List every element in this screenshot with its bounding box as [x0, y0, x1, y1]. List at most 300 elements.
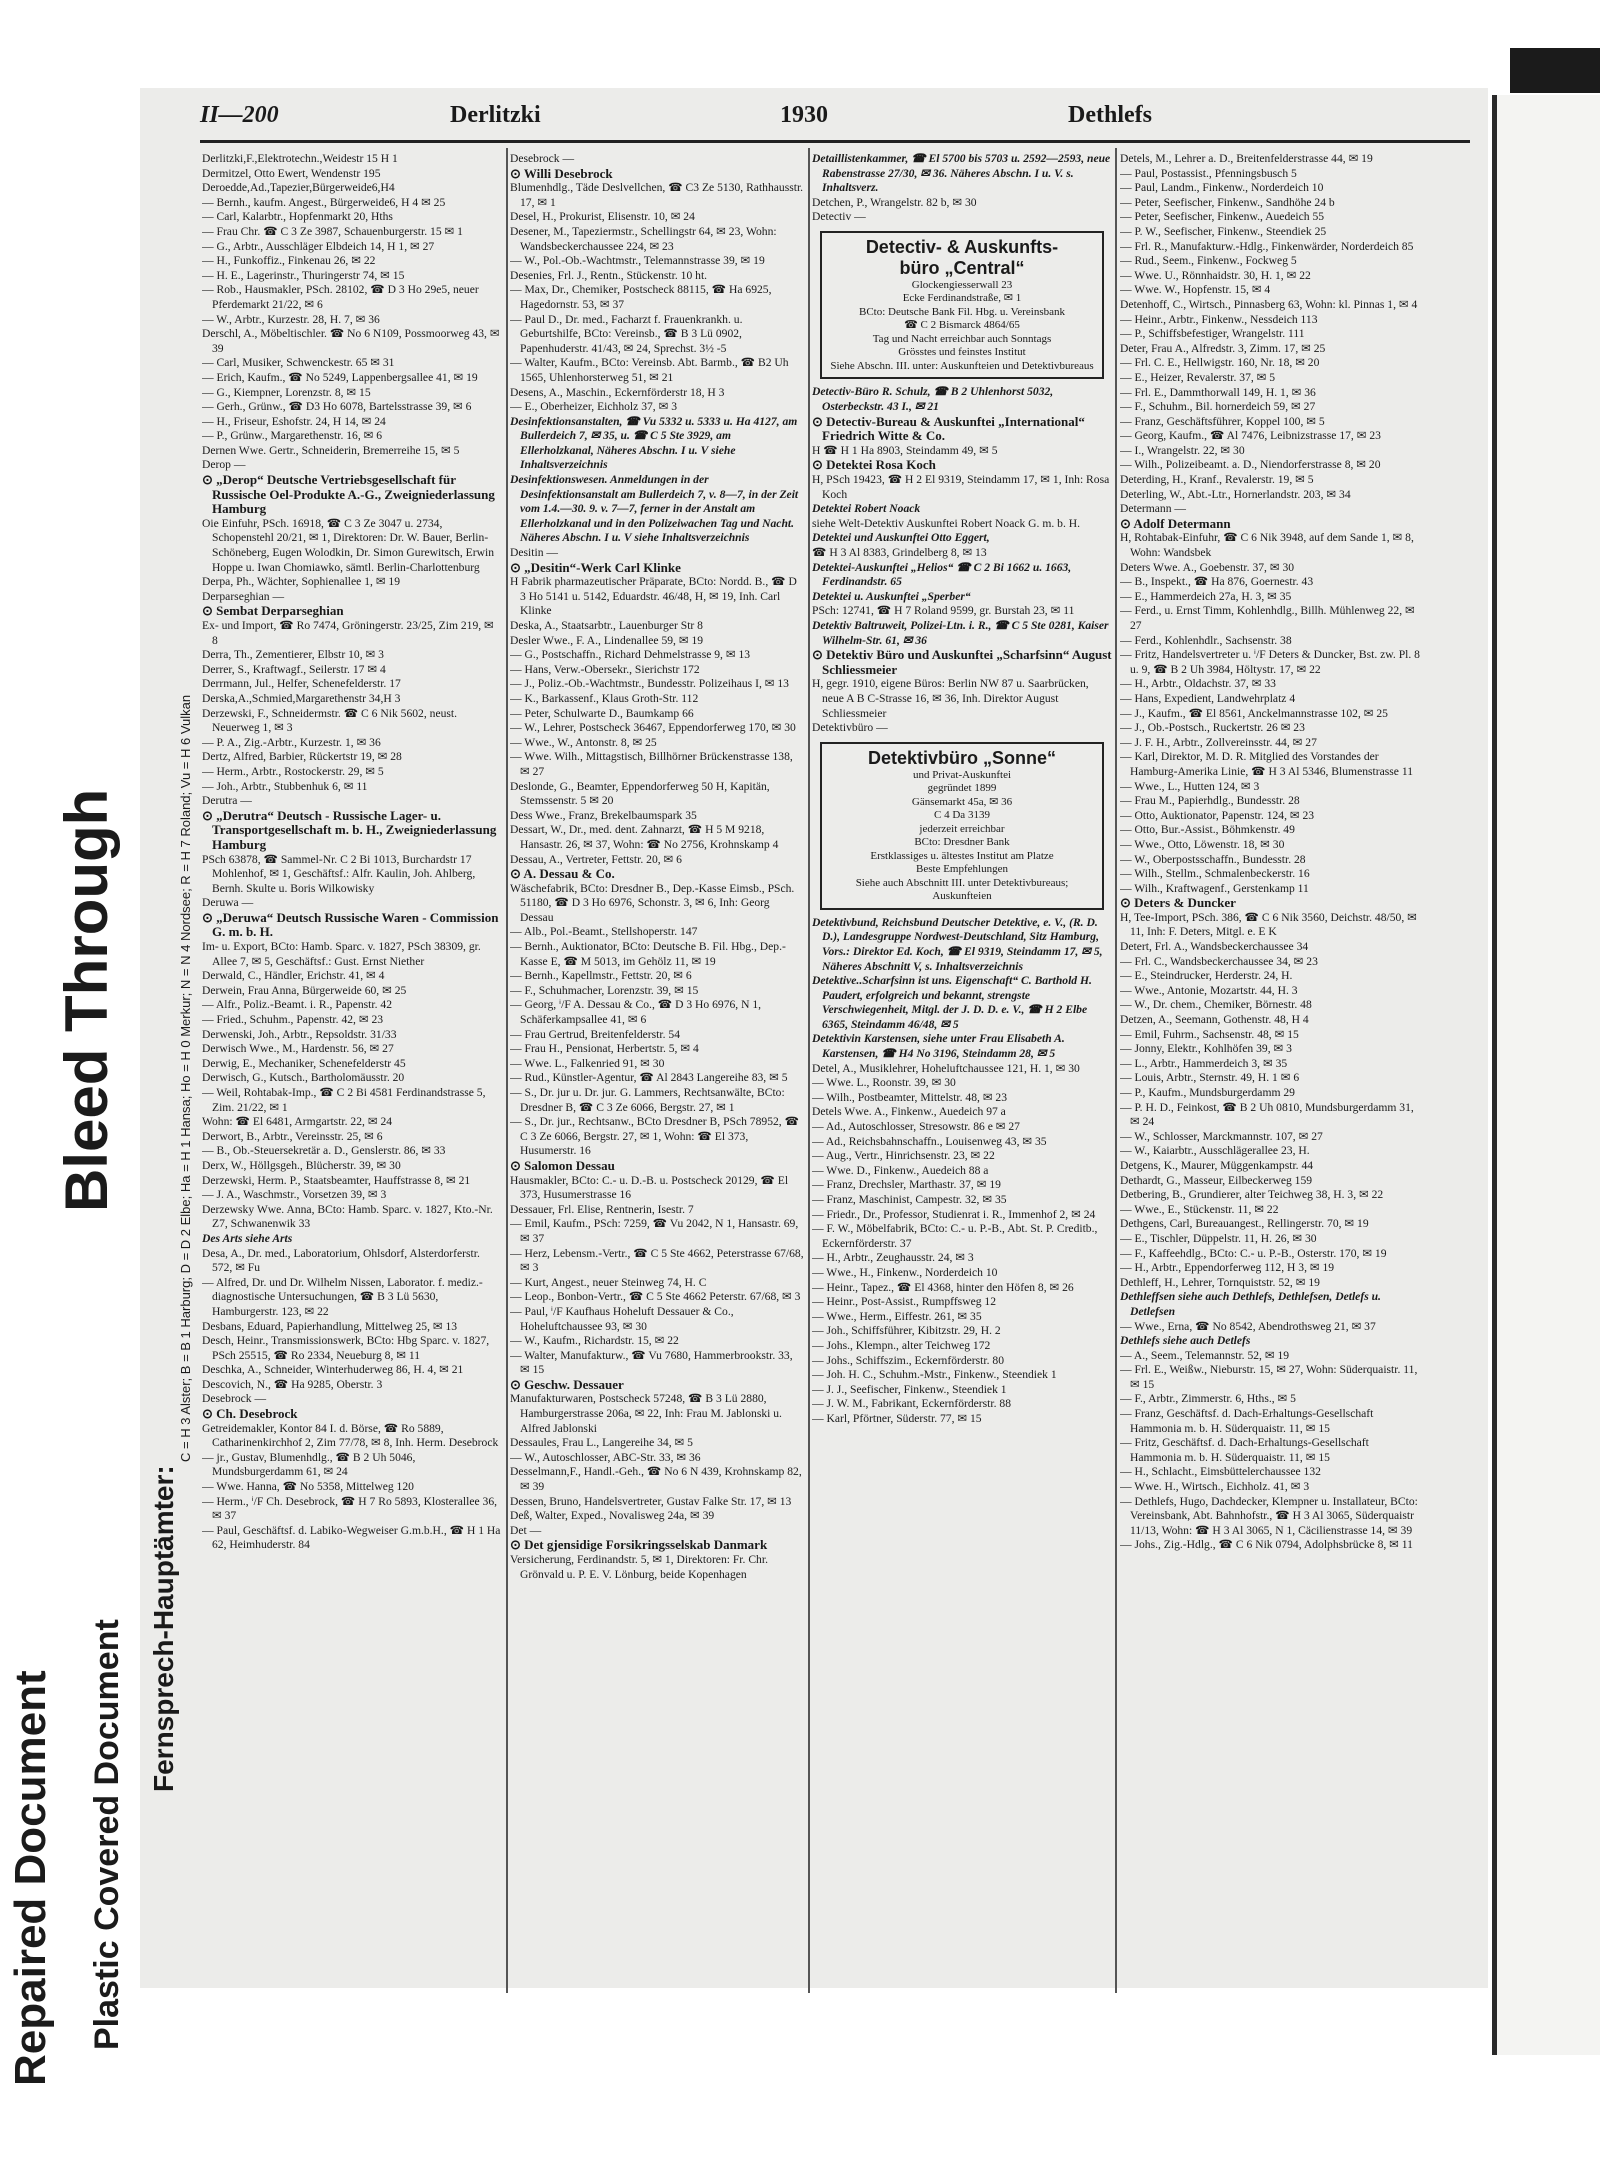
directory-entry: — Heinr., Tapez., ☎ El 4368, hinter den Höfen 8, ✉ 26	[812, 1280, 1074, 1294]
directory-entry: Derwald, C., Händler, Erichstr. 41, ✉ 4	[202, 969, 385, 983]
directory-entry: — Wwe., Erna, ☎ No 8542, Abendrothsweg 21, ✉ 37	[1120, 1319, 1376, 1333]
directory-entry: — H., Schlacht., Eimsbüttelerchaussee 132	[1120, 1465, 1321, 1479]
ad-line: und Privat-Auskunftei	[912, 768, 1012, 781]
directory-entry: Deters Wwe. A., Goebenstr. 37, ✉ 30	[1120, 560, 1295, 574]
ad-line: C 4 Da 3139	[934, 809, 990, 822]
directory-entry: — J. J., Seefischer, Finkenw., Steendiek 1	[812, 1382, 1007, 1396]
directory-entry: — Wwe. D., Finkenw., Auedeich 88 a	[812, 1163, 989, 1177]
directory-entry: — Wwe., W., Antonstr. 8, ✉ 25	[510, 735, 657, 749]
directory-entry: H, gegr. 1910, eigene Büros: Berlin NW 87 u. Saarbrücken, neue A B C-Strasse 16, ✉ 36, Inh. Direktor August Schliessmeier	[812, 677, 1089, 720]
scan-bottom-margin	[0, 2080, 1600, 2177]
directory-entry: — Johs., Klempn., alter Teichweg 172	[812, 1338, 991, 1352]
ad-line: Erstklassiges u. ältestes Institut am Platze	[870, 849, 1054, 862]
directory-entry: — Paul, Geschäftsf. d. Labiko-Wegweiser G.m.b.H., ☎ H 1 Ha 62, Heimhuderstr. 84	[202, 1523, 501, 1552]
directory-entry: — F., Arbtr., Zimmerstr. 6, Hths., ✉ 5	[1120, 1392, 1296, 1406]
directory-entry: Desa, A., Dr. med., Laboratorium, Ohlsdorf, Alsterdorferstr. 572, ✉ Fu	[202, 1246, 480, 1275]
directory-entry: ⊙ Willi Desebrock	[510, 165, 613, 181]
directory-entry: — W., Arbtr., Kurzestr. 28, H. 7, ✉ 36	[202, 312, 380, 326]
directory-entry: ⊙ Det gjensidige Forsikringsselskab Danmark	[510, 1537, 768, 1553]
directory-entry: Derwisch Wwe., M., Hardenstr. 56, ✉ 27	[202, 1042, 394, 1056]
directory-entry: — Wwe. L., Falkenried 91, ✉ 30	[510, 1056, 665, 1070]
directory-entry: — G., Kiempner, Lorenzstr. 8, ✉ 15	[202, 385, 371, 399]
directory-entry: Detenhoff, C., Wirtsch., Pinnasberg 63, Wohn: kl. Pinnas 1, ✉ 4	[1120, 297, 1418, 311]
directory-entry: — K., Barkassenf., Klaus Groth-Str. 112	[510, 691, 699, 705]
directory-entry: — P. W., Seefischer, Finkenw., Steendiek 25	[1120, 224, 1327, 238]
directory-entry: Deterding, H., Kranf., Revalerstr. 19, ✉ 5	[1120, 473, 1314, 487]
directory-entry: — Herm., Arbtr., Rostockerstr. 29, ✉ 5	[202, 764, 384, 778]
directory-entry: — Johs., Zig.-Hdlg., ☎ C 6 Nik 0794, Adolphsbrücke 8, ✉ 11	[1120, 1538, 1413, 1552]
directory-entry: — B., Ob.-Steuersekretär a. D., Genslerstr. 86, ✉ 33	[202, 1144, 446, 1158]
overlay-labels	[0, 760, 150, 2086]
directory-entry: — Rud., Seem., Finkenw., Fockweg 5	[1120, 254, 1297, 268]
directory-entry: — Rud., Künstler-Agentur, ☎ Al 2843 Langereihe 83, ✉ 5	[510, 1071, 788, 1085]
directory-entry: Des Arts siehe Arts	[202, 1231, 293, 1245]
directory-entry: — Carl, Kalarbtr., Hopfenmarkt 20, Hths	[202, 210, 393, 224]
directory-entry: — E., Heizer, Revalerstr. 37, ✉ 5	[1120, 370, 1276, 384]
directory-entry: Desinfektionswesen. Anmeldungen in der Desinfektionsanstalt am Bullerdeich 7, v. 8—7, in der Zeit vom 1.4.—30. 9. v. 7—7, ferner in der Anstalt am Ellerholzkanal und in den Polizeiwachen Tag und Nacht. Näheres Abschn. I u. V siehe Inhaltsverzeichnis	[510, 473, 799, 545]
ad-central-title-1: Detectiv- & Auskunfts-	[865, 236, 1059, 257]
directory-entry: — Gerh., Grünw., ☎ D3 Ho 6078, Bartelsstrasse 39, ✉ 6	[202, 400, 472, 414]
directory-entry: ⊙ „Deruwa“ Deutsch Russische Waren - Commission G. m. b. H.	[202, 909, 499, 940]
directory-entry: — jr., Gustav, Blumenhdlg., ☎ B 2 Uh 5046, Mundsburgerdamm 61, ✉ 24	[202, 1450, 416, 1479]
directory-entry: — Aug., Vertr., Hinrichsenstr. 23, ✉ 22	[812, 1149, 995, 1163]
directory-entry: — Kurt, Angest., neuer Steinweg 74, H. C	[510, 1275, 707, 1289]
directory-entry: Detectiv —	[812, 210, 866, 224]
directory-entry: Deslonde, G., Beamter, Eppendorferweg 50 H, Kapitän, Stemssenstr. 5 ✉ 20	[510, 779, 770, 808]
directory-entry: Wäschefabrik, BCto: Dresdner B., Dep.-Kasse Eimsb., PSch. 51180, ☎ D 3 Ho 6976, Schonstr. 3, ✉ 6, Inh: Georg Dessau	[510, 881, 795, 924]
directory-entry: — S., Dr. jur., Rechtsanw., BCto Dresdner B, PSch 78952, ☎ C 3 Ze 6066, Bergstr. 27, ✉ 1, Wohn: ☎ El 373, Husumerstr. 16	[510, 1115, 800, 1158]
directory-entry: Desitin —	[510, 546, 558, 560]
directory-entry: Getreidemakler, Kontor 84 I. d. Börse, ☎ Ro 5889, Catharinenkirchhof 2, Zim 77/78, ✉ 8, Inh. Herm. Desebrock	[202, 1421, 499, 1450]
directory-entry: — J., Kaufm., ☎ El 8561, Anckelmannstrasse 102, ✉ 25	[1120, 706, 1388, 720]
directory-entry: Derutra —	[202, 794, 252, 808]
directory-entry: — H., Arbtr., Eppendorferweg 112, H 3, ✉ 19	[1120, 1261, 1335, 1275]
directory-entry: Derx, W., Höllgsgeh., Blücherstr. 39, ✉ 30	[202, 1158, 401, 1172]
directory-entry: Dethgens, Carl, Bureauangest., Rellingerstr. 70, ✉ 19	[1120, 1217, 1369, 1231]
directory-entry: Derrmann, Jul., Helfer, Schenefelderstr. 17	[202, 677, 401, 691]
directory-entry: Derska,A.,Schmied,Margarethenstr 34,H 3	[202, 691, 401, 705]
directory-entry: — Wilh., Stellm., Schmalenbeckerstr. 16	[1120, 867, 1310, 881]
directory-entry: ⊙ Adolf Determann	[1120, 515, 1231, 531]
ad-line: gegründet 1899	[927, 782, 997, 795]
directory-entry: H Fabrik pharmazeutischer Präparate, BCto: Nordd. B., ☎ D 3 Ho 5141 u. 5142, Eduardstr. 46/48, H, ✉ 19, Inh. Carl Klinke	[510, 575, 797, 618]
ad-line: Siehe auch Abschnitt III. unter Detektivbureaus; Auskunfteien	[855, 876, 1069, 903]
directory-entry: — F., Kaffeehdlg., BCto: C.- u. P.-B., Osterstr. 170, ✉ 19	[1120, 1246, 1387, 1260]
directory-entry: Deruwa —	[202, 896, 254, 910]
directory-entry: — Wwe., L., Hutten 124, ✉ 3	[1120, 779, 1260, 793]
directory-entry: — Ferd., Kohlenhdlr., Sachsenstr. 38	[1120, 633, 1292, 647]
directory-entry: Desebrock —	[202, 1392, 267, 1406]
scan-dark-corner	[1510, 48, 1600, 93]
directory-entry: ⊙ Deters & Duncker	[1120, 895, 1236, 911]
directory-entry: — Hans, Verw.-Obersekr., Sierichstr 172	[510, 662, 700, 676]
directory-entry: Desens, A., Maschin., Eckernförderstr 18, H 3	[510, 385, 725, 399]
directory-entry: PSch: 12741, ☎ H 7 Roland 9599, gr. Burstah 23, ✉ 11	[812, 604, 1075, 618]
directory-entry: Detektei Robert Noack	[812, 502, 921, 516]
ad-line: Siehe Abschn. III. unter: Auskunfteien und Detektivbureaus	[830, 359, 1094, 372]
ad-line: Gänsemarkt 45a, ✉ 36	[911, 795, 1013, 808]
directory-entry: H, PSch 19423, ☎ H 2 El 9319, Steindamm 17, ✉ 1, Inh: Rosa Koch	[812, 473, 1110, 501]
directory-entry: Detzen, A., Seemann, Gothenstr. 48, H 4	[1120, 1013, 1309, 1027]
directory-entry: Derrer, S., Kraftwagf., Seilerstr. 17 ✉ 4	[202, 662, 386, 676]
directory-entry: — Wilh., Polizeibeamt. a. D., Niendorferstrasse 8, ✉ 20	[1120, 458, 1381, 472]
ad-line: BCto: Deutsche Bank Fil. Hbg. u. Vereinsbank	[858, 305, 1066, 318]
directory-entry: — Wwe. U., Rönnhaidstr. 30, H. 1, ✉ 22	[1120, 268, 1311, 282]
directory-entry: ⊙ Detectiv-Bureau & Auskunftei „International“ Friedrich Witte & Co.	[812, 413, 1085, 444]
directory-entry: Detgens, K., Maurer, Müggenkampstr. 44	[1120, 1158, 1314, 1172]
directory-entry: — E., Hammerdeich 27a, H. 3, ✉ 35	[1120, 589, 1292, 603]
directory-entry: Desbans, Eduard, Papierhandlung, Mittelweg 25, ✉ 13	[202, 1319, 458, 1333]
directory-entry: — J. W. M., Fabrikant, Eckernförderstr. 88	[812, 1397, 1011, 1411]
directory-entry: Dessau, A., Vertreter, Fettstr. 20, ✉ 6	[510, 852, 682, 866]
directory-entry: — L., Arbtr., Hammerdeich 3, ✉ 35	[1120, 1056, 1288, 1070]
directory-entry: — Georg, Kaufm., ☎ Al 7476, Leibnizstrasse 17, ✉ 23	[1120, 429, 1381, 443]
directory-entry: — Walter, Manufakturw., ☎ Vu 7680, Hammerbrookstr. 33, ✉ 15	[510, 1348, 793, 1377]
directory-entry: ⊙ Geschw. Dessauer	[510, 1376, 624, 1392]
directory-entry: Hausmakler, BCto: C.- u. D.-B. u. Postscheck 20129, ☎ El 373, Husumerstrasse 16	[510, 1173, 789, 1202]
directory-entry: Desinfektionsanstalten, ☎ Vu 5332 u. 5333 u. Ha 4127, am Bullerdeich 7, ✉ 35, u. ☎ C 5 Ste 3929, am Ellerholzkanal, Näheres Abschn. I u. V siehe Inhaltsverzeichnis	[510, 414, 798, 472]
directory-entry: Desler Wwe., F. A., Lindenallee 59, ✉ 19	[510, 633, 704, 647]
directory-entry: — Paul, ⁱ/F Kaufhaus Hoheluft Dessauer & Co., Hoheluftchaussee 93, ✉ 30	[510, 1304, 734, 1333]
directory-entry: — Wwe. Wilh., Mittagstisch, Billhörner Brückenstrasse 138, ✉ 27	[510, 750, 793, 778]
directory-entry: — Jonny, Elektr., Kohlhöfen 39, ✉ 3	[1120, 1042, 1292, 1056]
page-number: II—200	[200, 102, 279, 128]
directory-entry: — Otto, Auktionator, Papenstr. 124, ✉ 23	[1120, 808, 1315, 822]
directory-entry: — Frl. E., Weißw., Nieburstr. 15, ✉ 27, Wohn: Süderquaistr. 11, ✉ 15	[1120, 1363, 1418, 1391]
ad-line: Beste Empfehlungen	[916, 863, 1008, 876]
directory-entry: Derwein, Frau Anna, Bürgerweide 60, ✉ 25	[202, 983, 407, 997]
directory-entry: — Wwe., E., Stückenstr. 11, ✉ 22	[1120, 1202, 1279, 1216]
directory-entry: — Franz, Drechsler, Marthastr. 37, ✉ 19	[812, 1178, 1001, 1192]
directory-entry: Im- u. Export, BCto: Hamb. Sparc. v. 1827, PSch 38309, gr. Allee 7, ✉ 5, Geschäftsf.: Gust. Ernst Niether	[202, 940, 481, 968]
directory-entry: ⊙ „Desitin“-Werk Carl Klinke	[510, 559, 681, 575]
directory-entry: — H. E., Lagerinstr., Thuringerstr 74, ✉ 15	[202, 268, 405, 282]
directory-entry: — Frau M., Papierhdlg., Bundesstr. 28	[1120, 794, 1300, 808]
directory-entry: Dethardt, G., Masseur, Eilbeckerweg 159	[1120, 1173, 1313, 1187]
scan-top-margin	[0, 0, 1600, 48]
directory-entry: — J., Poliz.-Ob.-Wachtmstr., Bundesstr. Polizeihaus I, ✉ 13	[510, 677, 789, 691]
directory-entry: — H., Arbtr., Zeughausstr. 24, ✉ 3	[812, 1251, 974, 1265]
directory-entry: Detert, Frl. A., Wandsbeckerchaussee 34	[1120, 940, 1309, 954]
directory-entry: — Bernh., Kapellmstr., Fettstr. 20, ✉ 6	[510, 969, 692, 983]
ad-sonne-title: Detektivbüro „Sonne“	[867, 747, 1057, 768]
directory-entry: — W., Kaufm., Richardstr. 15, ✉ 22	[510, 1334, 679, 1348]
directory-entry: — Johs., Schiffszim., Eckernförderstr. 80	[812, 1353, 1005, 1367]
directory-entry: — E., Steindrucker, Herderstr. 24, H.	[1120, 969, 1293, 983]
directory-entry: — Alb., Pol.-Beamt., Stellshoperstr. 147	[510, 925, 698, 939]
fernsprech-codes: C = H 3 Alster; B = B 1 Harburg; D = D 2 Elbe; Ha = H 1 Hansa; Ho = H 0 Merkur; N = N 4 Nordsee; R = H 7 Roland; Vu = H 6 Vulkan	[178, 694, 193, 1462]
directory-entry: Desel, H., Prokurist, Elisenstr. 10, ✉ 24	[510, 210, 695, 224]
directory-entry: — Erich, Kaufm., ☎ No 5249, Lappenbergsallee 41, ✉ 19	[202, 370, 478, 384]
directory-entry: Derra, Th., Zementierer, Elbstr 10, ✉ 3	[202, 648, 384, 662]
directory-entry: Manufakturwaren, Postscheck 57248, ☎ B 3 Lü 2880, Hamburgerstrasse 206a, ✉ 22, Inh: Frau M. Jablonski u. Alfred Jablonski	[510, 1392, 782, 1435]
directory-entry: — Frau Chr. ☎ C 3 Ze 3987, Schauenburgerstr. 15 ✉ 1	[202, 224, 463, 238]
page-header	[200, 102, 1480, 136]
directory-entry: Derop —	[202, 458, 246, 472]
directory-entry: Detektei-Auskunftei „Helios“ ☎ C 2 Bi 1662 u. 1663, Ferdinandstr. 65	[812, 560, 1072, 589]
ad-line: Ecke Ferdinandstraße, ✉ 1	[902, 292, 1022, 305]
directory-entry: — Heinr., Arbtr., Finkenw., Nessdeich 113	[1120, 312, 1318, 326]
column-4	[1120, 152, 1420, 1992]
directory-entry: Desebrock —	[510, 152, 575, 165]
ad-line: Glockengiesserwall 23	[911, 278, 1013, 291]
directory-entry: Deschka, A., Schneider, Winterhuderweg 86, H. 4, ✉ 21	[202, 1363, 464, 1377]
directory-entry: — Karl, Pförtner, Süderstr. 77, ✉ 15	[812, 1411, 982, 1425]
directory-entry: Detchen, P., Wrangelstr. 82 b, ✉ 30	[812, 195, 977, 209]
directory-entry: Derwig, E., Mechaniker, Schenefelderstr 45	[202, 1056, 406, 1070]
directory-entry: ⊙ A. Dessau & Co.	[510, 866, 615, 882]
directory-entry: ⊙ Detektiv Büro und Auskunftei „Scharfsinn“ August Schliessmeier	[812, 647, 1112, 677]
directory-entry: Det —	[510, 1523, 542, 1537]
directory-entry: Derzewsky Wwe. Anna, BCto: Hamb. Sparc. v. 1827, Kto.-Nr. Z7, Schwanenwik 33	[202, 1202, 493, 1231]
directory-entry: Detels, M., Lehrer a. D., Breitenfelderstrasse 44, ✉ 19	[1120, 152, 1373, 165]
directory-entry: — F., Schuhmacher, Lorenzstr. 39, ✉ 15	[510, 983, 699, 997]
directory-entry: Versicherung, Ferdinandstr. 5, ✉ 1, Direktoren: Fr. Chr. Grönvald u. P. E. V. Lönburg, beide Kopenhagen	[510, 1553, 768, 1581]
directory-entry: Deß, Walter, Exped., Novalisweg 24a, ✉ 39	[510, 1509, 715, 1523]
directory-entry: — Fried., Schuhm., Papenstr. 42, ✉ 23	[202, 1013, 384, 1027]
directory-entry: ⊙ Ch. Desebrock	[202, 1406, 298, 1422]
directory-entry: — Peter, Seefischer, Finkenw., Sandhöhe 24 b	[1120, 195, 1335, 209]
ad-line: jederzeit erreichbar	[919, 822, 1005, 835]
header-year: 1930	[780, 102, 828, 128]
directory-entry: Dethleff, H., Lehrer, Tornquiststr. 52, ✉ 19	[1120, 1275, 1320, 1289]
directory-entry: Derwort, B., Arbtr., Vereinsstr. 25, ✉ 6	[202, 1129, 383, 1143]
directory-entry: — Bernh., Auktionator, BCto: Deutsche B. Fil. Hbg., Dep.-Kasse E, ☎ M 5013, im Gehölz 11, ✉ 19	[510, 940, 786, 968]
directory-entry: — Wilh., Kraftwagenf., Gerstenkamp 11	[1120, 881, 1309, 895]
directory-entry: — Fritz, Handelsvertreter u. ⁱ/F Deters & Duncker, Bst. zw. Pl. 8 u. 9, ☎ B 2 Uh 3984, Höltystr. 17, ✉ 22	[1120, 648, 1420, 676]
directory-entry: Detektiv Baltruweit, Polizei-Ltn. i. R., ☎ C 5 Ste 0281, Kaiser Wilhelm-Str. 61, ✉ 36	[812, 618, 1109, 647]
next-page-edge	[1492, 95, 1600, 2055]
directory-entry: Oie Einfuhr, PSch. 16918, ☎ C 3 Ze 3047 u. 2734, Schopenstehl 20/21, ✉ 1, Direktoren: Dr. W. Bauer, Berlin-Schöneberg, Eugen Wolodkin, Dr. Simon Gurewitsch, Erwin Hoppe u. Iwan Chomiawko, sämtl. Berlin-Charlottenburg	[202, 516, 495, 574]
directory-entry: — Wilh., Postbeamter, Mittelstr. 48, ✉ 23	[812, 1090, 1008, 1104]
directory-entry: H, Rohtabak-Einfuhr, ☎ C 6 Nik 3948, auf dem Sande 1, ✉ 8, Wohn: Wandsbek	[1120, 531, 1414, 560]
directory-entry: — H., Arbtr., Oldachstr. 37, ✉ 33	[1120, 677, 1276, 691]
directory-entry: — Alfr., Poliz.-Beamt. i. R., Papenstr. 42	[202, 998, 392, 1012]
directory-entry: — Paul, Landm., Finkenw., Norderdeich 10	[1120, 181, 1324, 195]
directory-entry: — Hans, Expedient, Landwehrplatz 4	[1120, 691, 1296, 705]
directory-entry: — Ad., Reichsbahnschaffn., Louisenweg 43, ✉ 35	[812, 1134, 1047, 1148]
directory-entry: H, Tee-Import, PSch. 386, ☎ C 6 Nik 3560, Deichstr. 48/50, ✉ 11, Inh: F. Deters, Mitgl. e. E K	[1120, 910, 1417, 939]
directory-entry: — Paul, Postassist., Pfenningsbusch 5	[1120, 166, 1297, 180]
directory-entry: — J. A., Waschmstr., Vorsetzen 39, ✉ 3	[202, 1188, 387, 1202]
directory-entry: Dertz, Alfred, Barbier, Rückertstr 19, ✉ 28	[202, 750, 402, 764]
directory-entry: Ex- und Import, ☎ Ro 7474, Gröningerstr. 23/25, Zim 219, ✉ 8	[202, 619, 494, 647]
directory-entry: — J. F. H., Arbtr., Zollvereinsstr. 44, ✉ 27	[1120, 735, 1317, 749]
directory-entry: — G., Arbtr., Ausschläger Elbdeich 14, H 1, ✉ 27	[202, 239, 435, 253]
directory-entry: — J., Ob.-Postsch., Ruckertstr. 26 ✉ 23	[1120, 721, 1305, 735]
directory-entry: Detectiv-Büro R. Schulz, ☎ B 2 Uhlenhorst 5032, Osterbeckstr. 43 I., ✉ 21	[812, 385, 1054, 414]
directory-entry: — Frau Gertrud, Breitenfelderstr. 54	[510, 1027, 680, 1041]
directory-entry: ⊙ Detektei Rosa Koch	[812, 457, 936, 473]
fernsprech-title: Fernsprech-Hauptämter:	[148, 1465, 179, 1792]
directory-entry: Detektei u. Auskunftei „Sperber“	[812, 589, 971, 603]
directory-entry: Detektivbüro —	[812, 721, 888, 735]
ad-line: Tag und Nacht erreichbar auch Sonntags	[872, 332, 1052, 345]
directory-entry: — Emil, Fuhrm., Sachsenstr. 48, ✉ 15	[1120, 1027, 1299, 1041]
directory-entry: Detektive..Scharfsinn ist uns. Eigenschaft“ C. Barthold H. Paudert, erfolgreich und bekannt, strengste Verschwiegenheit, Mitgl. der J. D. D. e. V., ☎ H 2 Elbe 6365, Steindamm 46/48, ✉ 5	[812, 974, 1092, 1031]
ad-line: Grösstes und feinstes Institut	[898, 346, 1026, 359]
directory-entry: — Bernh., kaufm. Angest., Bürgerweide6, H 4 ✉ 25	[202, 195, 446, 209]
directory-entry: Dessen, Bruno, Handelsvertreter, Gustav Falke Str. 17, ✉ 13	[510, 1494, 792, 1508]
directory-entry: Desselmann,F., Handl.-Geh., ☎ No 6 N 439, Krohnskamp 82, ✉ 39	[510, 1465, 802, 1494]
repaired-document-label: Repaired Document	[6, 1670, 55, 2086]
directory-entry: Detektivin Karstensen, siehe unter Frau Elisabeth A. Karstensen, ☎ H4 No 3196, Steindamm 28, ✉ 5	[812, 1032, 1065, 1061]
directory-entry: — P., Schiffsbefestiger, Wrangelstr. 111	[1120, 327, 1305, 341]
directory-entry: — P. A., Zig.-Arbtr., Kurzestr. 1, ✉ 36	[202, 735, 381, 749]
directory-entry: Dessart, W., Dr., med. dent. Zahnarzt, ☎ H 5 M 9218, Hansastr. 26, ✉ 37, Wohn: ☎ No 2756, Krohnskamp 4	[510, 823, 779, 851]
fernsprech-margin	[148, 462, 193, 1792]
directory-entry: — Frl. C., Wandsbeckerchaussee 34, ✉ 23	[1120, 954, 1318, 968]
directory-entry: — Rob., Hausmakler, PSch. 28102, ☎ D 3 Ho 29e5, neuer Pferdemarkt 21/22, ✉ 6	[202, 283, 479, 311]
directory-entry: — W., Autoschlosser, ABC-Str. 33, ✉ 36	[510, 1450, 701, 1464]
column-divider	[1115, 148, 1117, 1993]
directory-entry: — Joh., Schiffsführer, Kibitzstr. 29, H. 2	[812, 1324, 1001, 1338]
directory-entry: Desenies, Frl. J., Rentn., Stückenstr. 10 ht.	[510, 268, 708, 282]
directory-entry: — Frl. C. E., Hellwigstr. 160, Nr. 18, ✉ 20	[1120, 356, 1320, 370]
directory-entry: ⊙ Salomon Dessau	[510, 1157, 615, 1173]
directory-entry: — Peter, Seefischer, Finkenw., Auedeich 55	[1120, 210, 1325, 224]
header-rule	[200, 140, 1470, 143]
directory-entry: — Weil, Rohtabak-Imp., ☎ C 2 Bi 4581 Ferdinandstrasse 5, Zim. 21/22, ✉ 1	[202, 1086, 486, 1114]
directory-entry: Derwenski, Joh., Arbtr., Repsoldstr. 31/33	[202, 1027, 397, 1041]
directory-entry: — E., Oberheizer, Eichholz 37, ✉ 3	[510, 400, 677, 414]
directory-entry: — Herz, Lebensm.-Vertr., ☎ C 5 Ste 4662, Peterstrasse 67/68, ✉ 3	[510, 1246, 804, 1275]
column-divider	[808, 148, 810, 1993]
directory-entry: — Wwe., Otto, Löwenstr. 18, ✉ 30	[1120, 837, 1285, 851]
directory-entry: siehe Welt-Detektiv Auskunftei Robert Noack G. m. b. H.	[812, 516, 1081, 530]
directory-entry: Derlitzki,F.,Elektrotechn.,Weidestr 15 H 1	[202, 152, 398, 165]
directory-entry: — Emil, Kaufm., PSch: 7259, ☎ Vu 2042, N 1, Hansastr. 69, ✉ 37	[510, 1217, 799, 1245]
directory-entry: Dessaules, Frau L., Langereihe 34, ✉ 5	[510, 1436, 693, 1450]
directory-entry: Derwisch, G., Kutsch., Bartholomäusstr. 20	[202, 1071, 405, 1085]
directory-entry: ☎ H 3 Al 8383, Grindelberg 8, ✉ 13	[812, 546, 987, 559]
column-1	[202, 152, 502, 1992]
directory-entry: — I., Wrangelstr. 22, ✉ 30	[1120, 443, 1245, 457]
directory-entry: — Heinr., Post-Assist., Rumpffsweg 12	[812, 1295, 997, 1309]
directory-entry: — Dethlefs, Hugo, Dachdecker, Klempner u. Installateur, BCto: Vereinsbank, Abt. Bahnhofstr., ☎ H 3 Al 3065, Süderquaistr 11/13, Wohn: ☎ H 3 Al 3065, N 1, Cäcilienstrasse 14, ✉ 39	[1120, 1494, 1418, 1537]
plastic-covered-label: Plastic Covered Document	[88, 1619, 126, 2050]
directory-entry: — Ad., Autoschlosser, Stresowstr. 86 e ✉ 27	[812, 1120, 1020, 1134]
directory-entry: ⊙ „Derop“ Deutsche Vertriebsgesellschaft für Russische Oel-Produkte A.-G., Zweigniederlassung Hamburg	[202, 472, 495, 517]
directory-entry: — Leop., Bonbon-Vertr., ☎ C 5 Ste 4662 Peterstr. 67/68, ✉ 3	[510, 1290, 801, 1304]
directory-entry: — A., Seem., Telemannstr. 52, ✉ 19	[1120, 1348, 1290, 1362]
header-right-name: Dethlefs	[1068, 102, 1152, 128]
directory-entry: — F., Schuhm., Bil. hornerdeich 59, ✉ 27	[1120, 400, 1316, 414]
directory-entry: — S., Dr. jur u. Dr. jur. G. Lammers, Rechtsanwälte, BCto: Dresdner B, ☎ C 3 Ze 6066, Bergstr. 27, ✉ 1	[510, 1086, 785, 1114]
directory-entry: Dessauer, Frl. Elise, Rentnerin, Isestr. 7	[510, 1202, 694, 1216]
column-3	[812, 152, 1112, 1992]
directory-entry: — Frl. E., Dammthorwall 149, H. 1, ✉ 36	[1120, 385, 1316, 399]
directory-entry: — Friedr., Dr., Professor, Studienrat i. R., Immenhof 2, ✉ 24	[812, 1207, 1096, 1221]
directory-entry: — Joh. H. C., Schuhm.-Mstr., Finkenw., Steendiek 1	[812, 1368, 1057, 1382]
directory-entry: — Wwe., Herm., Eiffestr. 261, ✉ 35	[812, 1309, 982, 1323]
directory-entry: — Wwe., Antonie, Mozartstr. 44, H. 3	[1120, 983, 1298, 997]
directory-entry: Descovich, N., ☎ Ha 9285, Oberstr. 3	[202, 1377, 383, 1391]
directory-entry: — Paul D., Dr. med., Facharzt f. Frauenkrankh. u. Geburtshilfe, BCto: Vereinsb., ☎ B 3 Lü 0902, Papenhuderstr. 41/43, ✉ 24, Sprechst. 3½ -5	[510, 312, 743, 355]
directory-entry: — Wwe. Hanna, ☎ No 5358, Mittelweg 120	[202, 1480, 414, 1494]
directory-entry: Derzewski, Herm. P., Staatsbeamter, Hauffstrasse 8, ✉ 21	[202, 1173, 471, 1187]
directory-entry: — W., Lehrer, Postscheck 36467, Eppendorferweg 170, ✉ 30	[510, 721, 796, 735]
directory-entry: Detaillistenkammer, ☎ El 5700 bis 5703 u. 2592—2593, neue Rabenstrasse 27/30, ✉ 36. Näheres Abschn. I u. V. s. Inhaltsverz.	[812, 152, 1111, 195]
directory-entry: — W., Oberpostsschaffn., Bundesstr. 28	[1120, 852, 1306, 866]
directory-entry: Derpa, Ph., Wächter, Sophienallee 1, ✉ 19	[202, 575, 401, 589]
directory-entry: — H., Funkoffiz., Finkenau 26, ✉ 22	[202, 254, 376, 268]
directory-entry: — Joh., Arbtr., Stubbenhuk 6, ✉ 11	[202, 779, 368, 793]
directory-entry: Deter, Frau A., Alfredstr. 3, Zimm. 17, ✉ 25	[1120, 341, 1326, 355]
directory-entry: — W., Pol.-Ob.-Wachtmstr., Telemannstrasse 39, ✉ 19	[510, 254, 765, 268]
directory-entry: Detektei und Auskunftei Otto Eggert,	[812, 531, 990, 545]
directory-entry: Blumenhdlg., Täde Deslvellchen, ☎ C3 Ze 5130, Rathhausstr. 17, ✉ 1	[510, 181, 804, 209]
directory-entry: — Alfred, Dr. und Dr. Wilhelm Nissen, Laborator. f. mediz.-diagnostische Untersuchungen, ☎ B 3 Lü 5630, Hamburgerstr. 123, ✉ 22	[202, 1275, 483, 1318]
directory-entry: — Peter, Schulwarte D., Baumkamp 66	[510, 706, 694, 720]
directory-entry: — Franz, Maschinist, Campestr. 32, ✉ 35	[812, 1193, 1007, 1206]
directory-entry: — W., Kaiarbtr., Ausschlägerallee 23, H.	[1120, 1144, 1310, 1158]
directory-entry: Deska, A., Staatsarbtr., Lauenburger Str 8	[510, 619, 703, 632]
directory-entry: — B., Inspekt., ☎ Ha 876, Goernestr. 43	[1120, 575, 1314, 589]
directory-entry: — Ferd., u. Ernst Timm, Kohlenhdlg., Billh. Mühlenweg 22, ✉ 27	[1120, 604, 1415, 632]
directory-entry: H ☎ H 1 Ha 8903, Steindamm 49, ✉ 5	[812, 443, 998, 457]
directory-entry: Derparseghian —	[202, 589, 285, 603]
directory-entry: — H., Friseur, Eshofstr. 24, H 14, ✉ 24	[202, 414, 386, 428]
directory-entry: — P. H. D., Feinkost, ☎ B 2 Uh 0810, Mundsburgerdamm 31, ✉ 24	[1120, 1100, 1414, 1129]
directory-entry: — Wwe. L., Roonstr. 39, ✉ 30	[812, 1076, 956, 1090]
bleed-through-label: Bleed Through	[53, 788, 120, 1212]
directory-entry: Determann —	[1120, 502, 1186, 516]
directory-entry: — Walter, Kaufm., BCto: Vereinsb. Abt. Barmb., ☎ B2 Uh 1565, Uhlenhorsterweg 51, ✉ 21	[510, 356, 789, 384]
directory-entry: Dermitzel, Otto Ewert, Wendenstr 195	[202, 166, 381, 180]
ad-sonne	[820, 742, 1104, 910]
directory-entry: Derzewski, F., Schneidermstr. ☎ C 6 Nik 5602, neust. Neuerweg 1, ✉ 3	[202, 706, 458, 735]
directory-entry: — W., Dr. chem., Chemiker, Börnestr. 48	[1120, 998, 1312, 1012]
directory-entry: Dethleffsen siehe auch Dethlefs, Dethlefsen, Detlefs u. Detlefsen	[1120, 1290, 1381, 1318]
directory-entry: — Frau H., Pensionat, Herbertstr. 5, ✉ 4	[510, 1042, 699, 1056]
directory-entry: — Karl, Direktor, M. D. R. Mitglied des Vorstandes der Hamburg-Amerika Linie, ☎ H 3 Al 5346, Blumenstrasse 11	[1120, 750, 1413, 778]
directory-entry: Wohn: ☎ El 6481, Armgartstr. 22, ✉ 24	[202, 1115, 393, 1129]
ad-line: BCto: Dresdner Bank	[914, 836, 1010, 849]
header-left-name: Derlitzki	[450, 102, 541, 128]
directory-entry: Deterling, W., Abt.-Ltr., Hornerlandstr. 203, ✉ 34	[1120, 487, 1351, 501]
column-divider	[506, 148, 508, 1993]
directory-entry: — Herm., ⁱ/F Ch. Desebrock, ☎ H 7 Ro 5893, Klosterallee 36, ✉ 37	[202, 1494, 498, 1523]
ad-line: ☎ C 2 Bismarck 4864/65	[904, 319, 1020, 332]
directory-entry: — Franz, Geschäftsf. d. Dach-Erhaltungs-Gesellschaft Hammonia m. b. H. Süderquaistr. 11, ✉ 15	[1120, 1407, 1374, 1435]
directory-entry: — Fritz, Geschäftsf. d. Dach-Erhaltungs-Gesellschaft Hammonia m. b. H. Süderquaistr. 11, ✉ 15	[1120, 1436, 1369, 1464]
directory-entry: — F. W., Möbelfabrik, BCto: C.- u. P.-B., Abt. St. P. Creditb., Eckernförderstr. 37	[812, 1222, 1098, 1250]
directory-entry: — Frl. R., Manufakturw.-Hdlg., Finkenwärder, Norderdeich 85	[1120, 239, 1414, 253]
directory-entry: — Franz, Geschäftsführer, Koppel 100, ✉ 5	[1120, 414, 1325, 428]
directory-entry: PSch 63878, ☎ Sammel-Nr. C 2 Bi 1013, Burchardstr 17 Mohlenhof, ✉ 1, Geschäftsf.: Alfr. Kaulin, Joh. Ahlberg, Bernh. Skulte u. Boris Wilkowisky	[202, 852, 476, 895]
directory-entry: — W., Schlosser, Marckmannstr. 107, ✉ 27	[1120, 1129, 1323, 1143]
directory-entry: — Max, Dr., Chemiker, Postscheck 88115, ☎ Ha 6925, Hagedornstr. 53, ✉ 37	[510, 283, 772, 311]
directory-entry: — Carl, Musiker, Schwenckestr. 65 ✉ 31	[202, 356, 395, 370]
directory-entry: Detel, A., Musiklehrer, Hoheluftchaussee 121, H. 1, ✉ 30	[812, 1061, 1080, 1075]
ad-central	[820, 231, 1104, 380]
directory-entry: — Wwe. H., Wirtsch., Eichholz. 41, ✉ 3	[1120, 1480, 1310, 1494]
directory-entry: Detektivbund, Reichsbund Deutscher Detektive, e. V., (R. D. D.), Landesgruppe Nordwest-Deutschland, Sitz Hamburg, Vors.: Direktor Ed. Koch, ☎ El 9319, Steindamm 17, ✉ 5, Näheres Abschnitt V, s. Inhaltsverzeichnis	[812, 915, 1103, 973]
column-2	[510, 152, 805, 1992]
directory-entry: — Louis, Arbtr., Sternstr. 49, H. 1 ✉ 6	[1120, 1071, 1300, 1085]
directory-entry: ⊙ „Derutra“ Deutsch - Russische Lager- u. Transportgesellschaft m. b. H., Zweigniederlassung Hamburg	[202, 807, 497, 852]
directory-entry: — E., Tischler, Düppelstr. 11, H. 26, ✉ 30	[1120, 1231, 1317, 1245]
directory-entry: — P., Grünw., Margarethenstr. 16, ✉ 6	[202, 429, 383, 443]
directory-entry: Detbering, B., Grundierer, alter Teichweg 38, H. 3, ✉ 22	[1120, 1188, 1384, 1202]
directory-entry: — Wwe. W., Hopfenstr. 15, ✉ 4	[1120, 283, 1271, 297]
directory-entry: Detels Wwe. A., Finkenw., Auedeich 97 a	[812, 1105, 1006, 1119]
directory-entry: Dethlefs siehe auch Detlefs	[1120, 1334, 1251, 1348]
directory-entry: Dess Wwe., Franz, Brekelbaumspark 35	[510, 808, 697, 822]
directory-entry: Desch, Heinr., Transmissionswerk, BCto: Hbg Sparc. v. 1827, PSch 25515, ☎ Ro 2334, Neueburg 8, ✉ 11	[202, 1334, 490, 1362]
directory-entry: — Wwe., H., Finkenw., Norderdeich 10	[812, 1265, 998, 1279]
